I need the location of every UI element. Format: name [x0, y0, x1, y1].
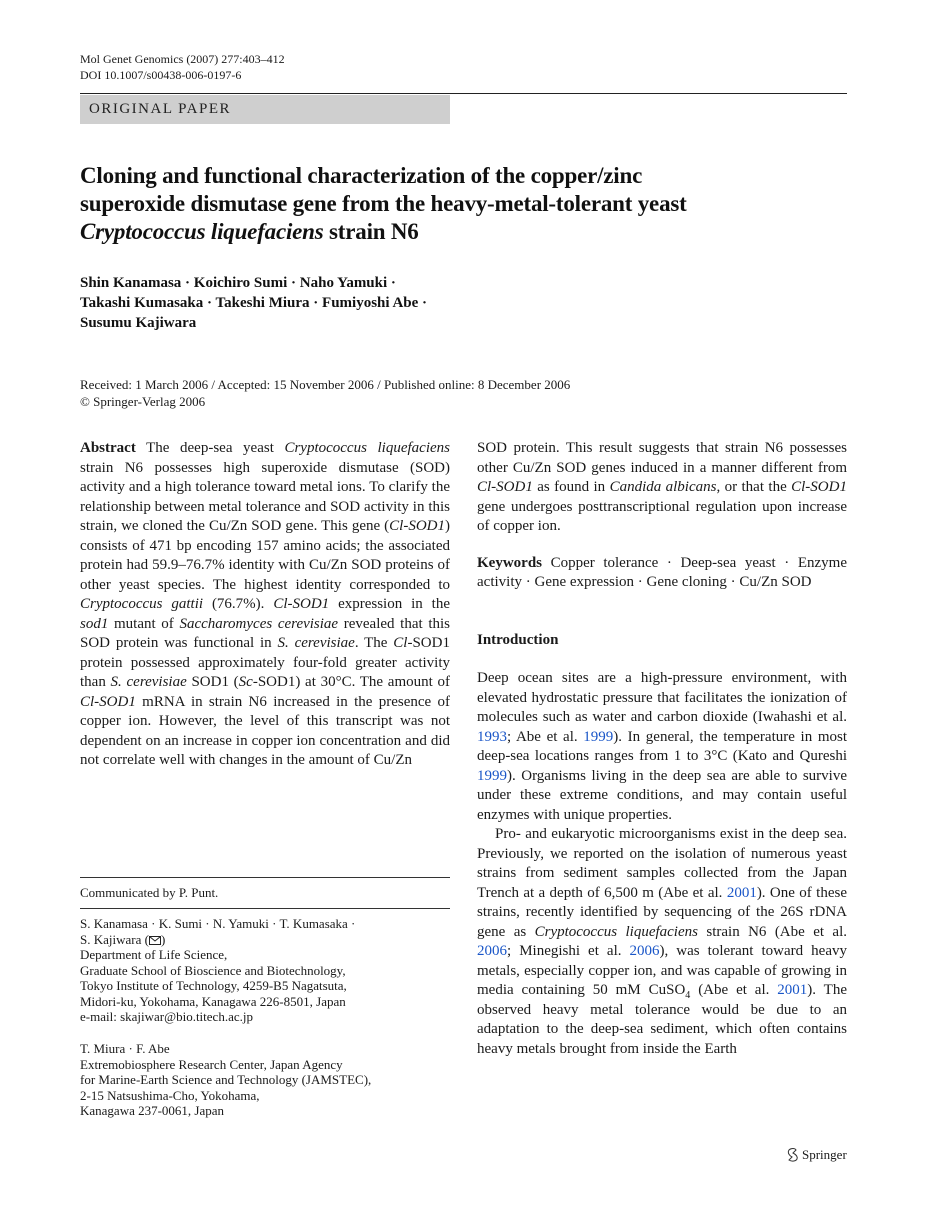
abstract-text: The deep-sea yeast: [135, 440, 285, 456]
abstract-text: ) consists of 471 bp encoding 157 amino acids; the associated protein had 59.9–76.7% identity with Cu/Zn SOD proteins of other yeast species. The highest identity corresponded to: [80, 518, 450, 593]
authors-line-3: Susumu Kajiwara: [80, 315, 197, 331]
abstract-text: strain N6 possesses high superoxide dismutase (SOD) activity and a high tolerance toward metal ions. To clarify the relationship between metal tolerance and SOD activity in this strain, we cloned the Cu/Zn SOD gene. This gene (: [80, 459, 450, 534]
intro-paragraph-2: [477, 825, 847, 1059]
article-title: [80, 162, 847, 246]
publisher-footer: [787, 1146, 847, 1163]
abstract-italic: S. cerevisiae: [277, 635, 355, 651]
abstract-text: SOD protein. This result suggests that strain N6 possesses other Cu/Zn SOD genes induced in a manner different from: [477, 440, 847, 476]
publication-dates: [80, 376, 570, 410]
abstract-italic: Saccharomyces cerevisiae: [179, 615, 339, 632]
title-strain: strain N6: [323, 219, 419, 244]
right-column: [477, 439, 847, 1059]
affiliation-1: [80, 916, 450, 1025]
intro-text: ). The observed heavy metal tolerance would be due to an adaptation to the deep-sea sediment, which often contains heavy metals brought from inside the Earth: [477, 982, 847, 1057]
copyright: © Springer-Verlag 2006: [80, 394, 206, 409]
keywords-list: Copper tolerance · Deep-sea yeast · Enzyme activity · Gene expression · Gene cloning · Cu/Zn SOD: [477, 554, 847, 590]
intro-text: strain N6 (Abe et al.: [697, 923, 847, 940]
publisher-name: Springer: [802, 1147, 847, 1162]
abstract-text: mRNA in strain N6 increased in the presence of copper ion. However, the level of this transcript was not dependent on an increase in copper ion concentration and did not correlate well with changes in the amount of Cu/Zn: [80, 693, 450, 768]
citation-link[interactable]: 2001: [726, 884, 757, 901]
abstract-text: mutant of: [108, 615, 180, 632]
abstract-text: -SOD1 protein possessed approximately four-fold greater activity than: [80, 635, 450, 690]
left-column: [80, 439, 450, 771]
intro-text: ), was tolerant toward heavy metals, especially copper ion, and was capable of growing in media containing 50 mM CuSO: [477, 943, 848, 998]
intro-text: ). One of these strains, recently identified by sequencing of the 26S rDNA gene as: [477, 884, 847, 940]
intro-text: ). Organisms living in the deep sea are able to survive under these extreme conditions, and may contain useful enzymes with unique properties.: [477, 767, 847, 823]
abstract-text: SOD1 (: [186, 674, 239, 690]
doi: DOI 10.1007/s00438-006-0197-6: [80, 68, 242, 82]
abstract-text: gene undergoes posttranscriptional regulation upon increase of copper ion.: [477, 498, 847, 534]
citation-link[interactable]: 2006: [477, 943, 507, 959]
intro-text: ). In general, the temperature in most deep-sea locations ranges from 1 to 3°C (Kato and Qureshi: [477, 728, 848, 764]
abstract-text: as found in: [532, 479, 610, 495]
abstract-heading: Abstract: [80, 440, 136, 456]
springer-logo-icon: [787, 1148, 799, 1162]
affil2-authors: T. Miura · F. Abe: [80, 1041, 170, 1056]
affil2-line: Extremobiosphere Research Center, Japan Agency: [80, 1056, 343, 1072]
citation-link[interactable]: 2006: [629, 943, 660, 959]
title-line-3: [80, 218, 847, 246]
authors-line-2: Takashi Kumasaka · Takeshi Miura · Fumiyoshi Abe ·: [80, 295, 428, 311]
envelope-icon: [149, 936, 161, 945]
abstract-italic: Candida albicans: [609, 479, 717, 495]
abstract-italic: Sc: [238, 674, 253, 690]
citation-link[interactable]: 1999: [583, 728, 614, 745]
section-label: ORIGINAL PAPER: [80, 95, 450, 124]
date-history: Received: 1 March 2006 / Accepted: 15 November 2006 / Published online: 8 December 2006: [80, 377, 571, 392]
citation-link[interactable]: 2001: [777, 982, 808, 998]
affil2-line: for Marine-Earth Science and Technology (JAMSTEC),: [80, 1072, 372, 1087]
abstract-italic: Cl-SOD1: [477, 479, 533, 495]
affil2-line: 2-15 Natsushima-Cho, Yokohama,: [80, 1087, 260, 1103]
abstract-text: (76.7%).: [203, 596, 274, 612]
title-line-2: superoxide dismutase gene from the heavy-metal-tolerant yeast: [80, 191, 687, 216]
abstract-text: -SOD1) at 30°C. The amount of: [252, 674, 450, 690]
abstract-text: expression in the: [329, 596, 450, 612]
footnote-rule-1: [80, 877, 450, 878]
communicated-by: Communicated by P. Punt.: [80, 885, 219, 900]
header-rule: [80, 93, 847, 94]
intro-italic: Cryptococcus liquefaciens: [534, 923, 698, 940]
footnote-rule-2: [80, 908, 450, 909]
abstract-italic: Cl-SOD1: [80, 693, 136, 710]
journal-info: [80, 51, 285, 83]
author-list: [80, 273, 847, 333]
abstract-italic: Cl-SOD1: [791, 479, 847, 495]
abstract-text: revealed that this SOD protein was functional in: [80, 615, 451, 651]
affiliation-2: [80, 1041, 450, 1119]
abstract-italic: Cl-SOD1: [273, 596, 330, 612]
affil1-line: Graduate School of Bioscience and Biotechnology,: [80, 962, 346, 978]
affil2-line: Kanagawa 237-0061, Japan: [80, 1103, 225, 1118]
abstract-text: , or that the: [716, 479, 792, 495]
authors-line-1: Shin Kanamasa · Koichiro Sumi · Naho Yamuki ·: [80, 275, 396, 291]
affil1-line: Department of Life Science,: [80, 947, 228, 962]
abstract-italic: sod1: [80, 615, 109, 632]
abstract-italic: Cl-SOD1: [389, 518, 445, 534]
abstract-continued: [477, 439, 847, 537]
abstract-italic: Cl: [393, 635, 408, 651]
journal-citation: Mol Genet Genomics (2007) 277:403–412: [80, 52, 285, 66]
abstract-italic: S. cerevisiae: [110, 674, 187, 690]
abstract-text: . The: [354, 635, 394, 651]
affil1-corresponding: [80, 932, 450, 948]
title-species: Cryptococcus liquefaciens: [80, 219, 324, 244]
abstract-paragraph: [80, 439, 450, 771]
intro-text: Deep ocean sites are a high-pressure environment, with elevated hydrostatic pressure that facilitates the ionization of molecules such as water and carbon dioxide (Iwahashi et al.: [477, 670, 847, 725]
affil1-line: Tokyo Institute of Technology, 4259-B5 Nagatsuta,: [80, 978, 347, 993]
title-line-1: Cloning and functional characterization of the copper/zinc: [80, 163, 643, 188]
affil1-corresponding-name: S. Kajiwara (: [80, 931, 149, 947]
keywords-heading: Keywords: [477, 554, 542, 571]
abstract-italic: Cryptococcus liquefaciens: [284, 440, 450, 456]
subscript: 4: [685, 990, 691, 1001]
introduction-heading: Introduction: [477, 631, 559, 648]
intro-paragraph-1: [477, 669, 847, 825]
affil1-paren: ): [160, 931, 166, 947]
intro-text: Pro- and eukaryotic microorganisms exist in the deep sea. Previously, we reported on the isolation of numerous yeast strains from sediment samples collected from the Japan Trench at a depth of 6,500 m (Abe et al.: [477, 826, 847, 901]
intro-text: (Abe et al.: [690, 982, 778, 998]
affil1-email: e-mail: skajiwar@bio.titech.ac.jp: [80, 1009, 253, 1024]
affil1-line: Midori-ku, Yokohama, Kanagawa 226-8501, Japan: [80, 993, 346, 1009]
intro-text: ; Abe et al.: [507, 728, 584, 745]
keywords: [477, 554, 847, 593]
citation-link[interactable]: 1999: [477, 767, 507, 784]
abstract-italic: Cryptococcus gattii: [80, 596, 204, 612]
affil1-authors: S. Kanamasa · K. Sumi · N. Yamuki · T. Kumasaka ·: [80, 916, 356, 931]
intro-text: ; Minegishi et al.: [507, 943, 630, 959]
citation-link[interactable]: 1993: [477, 728, 507, 745]
